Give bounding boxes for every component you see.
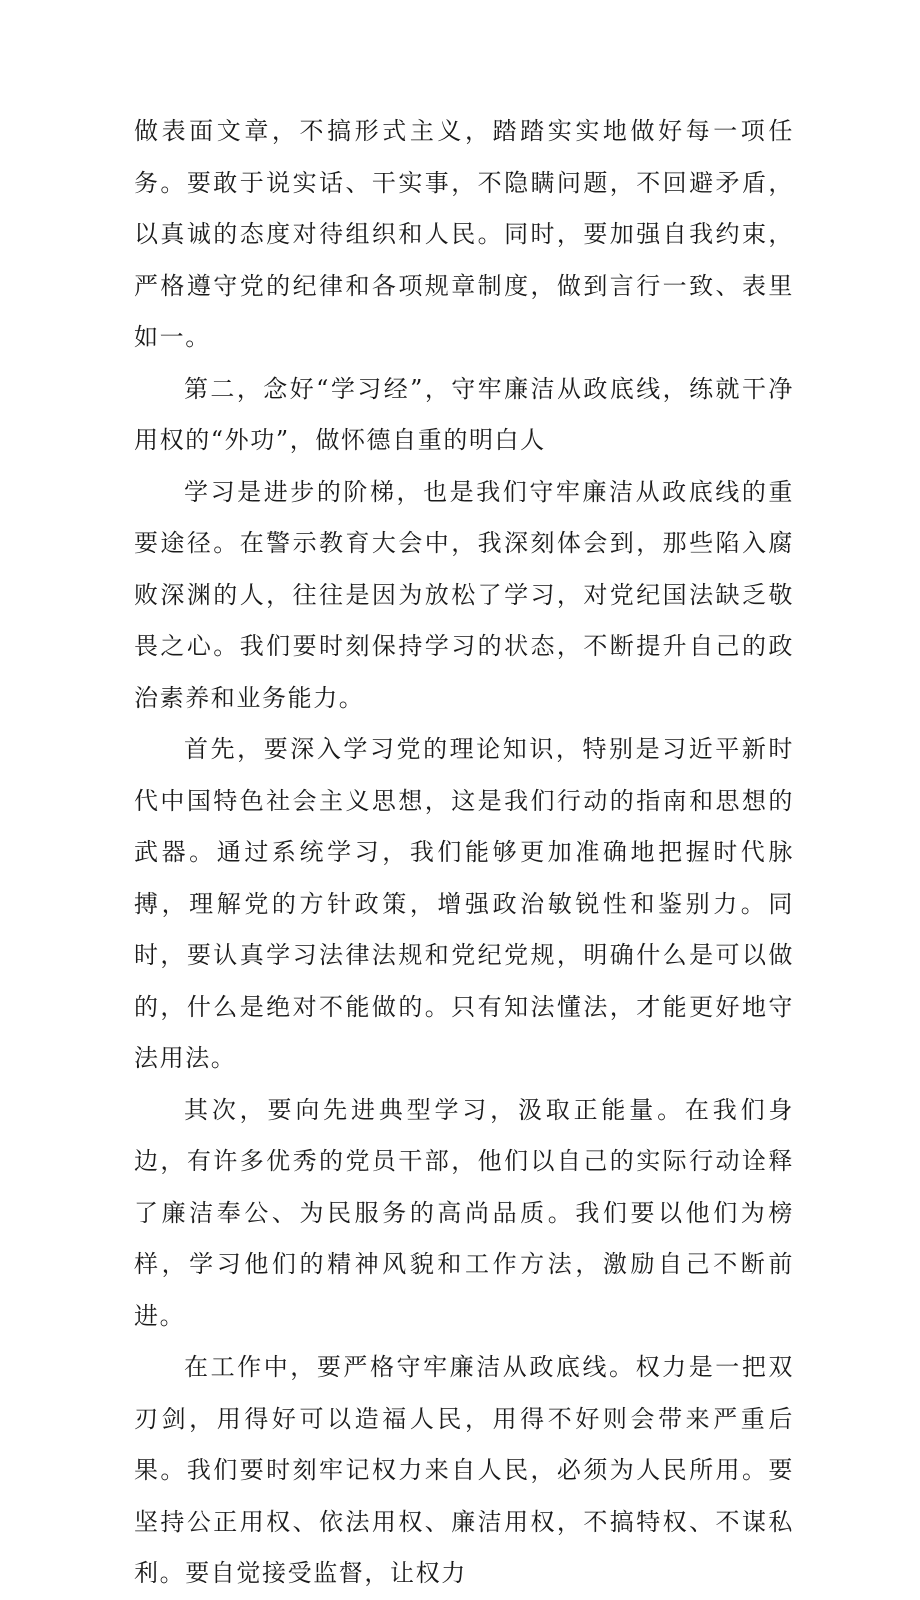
paragraph-continuation: 做表面文章，不搞形式主义，踏踏实实地做好每一项任务。要敢于说实话、干实事，不隐瞒问题，不回避矛盾，以真诚的态度对待组织和人民。同时，要加强自我约束，严格遵守党的纪律和各项规章制度，做到言行一致、表里如一。 bbox=[134, 117, 794, 351]
document-body bbox=[134, 106, 794, 1600]
paragraph-first: 首先，要深入学习党的理论知识，特别是习近平新时代中国特色社会主义思想，这是我们行动的指南和思想的武器。通过系统学习，我们能够更加准确地把握时代脉搏，理解党的方针政策，增强政治敏锐性和鉴别力。同时，要认真学习法律法规和党纪党规，明确什么是可以做的，什么是绝对不能做的。只有知法懂法，才能更好地守法用法。 bbox=[134, 735, 794, 1072]
paragraph-second: 其次，要向先进典型学习，汲取正能量。在我们身边，有许多优秀的党员干部，他们以自己的实际行动诠释了廉洁奉公、为民服务的高尚品质。我们要以他们为榜样，学习他们的精神风貌和工作方法，激励自己不断前进。 bbox=[134, 1095, 794, 1330]
paragraph-work: 在工作中，要严格守牢廉洁从政底线。权力是一把双刃剑，用得好可以造福人民，用得不好则会带来严重后果。我们要时刻牢记权力来自人民，必须为人民所用。要坚持公正用权、依法用权、廉洁用权，不搞特权、不谋私利。要自觉接受监督，让权力 bbox=[134, 1353, 794, 1587]
paragraph-learning: 学习是进步的阶梯，也是我们守牢廉洁从政底线的重要途径。在警示教育大会中，我深刻体会到，那些陷入腐败深渊的人，往往是因为放松了学习，对党纪国法缺乏敬畏之心。我们要时刻保持学习的状态，不断提升自己的政治素养和业务能力。 bbox=[134, 477, 794, 712]
section-heading-two: 第二，念好“学习经”，守牢廉洁从政底线，练就干净用权的“外功”，做怀德自重的明白人 bbox=[134, 374, 794, 454]
